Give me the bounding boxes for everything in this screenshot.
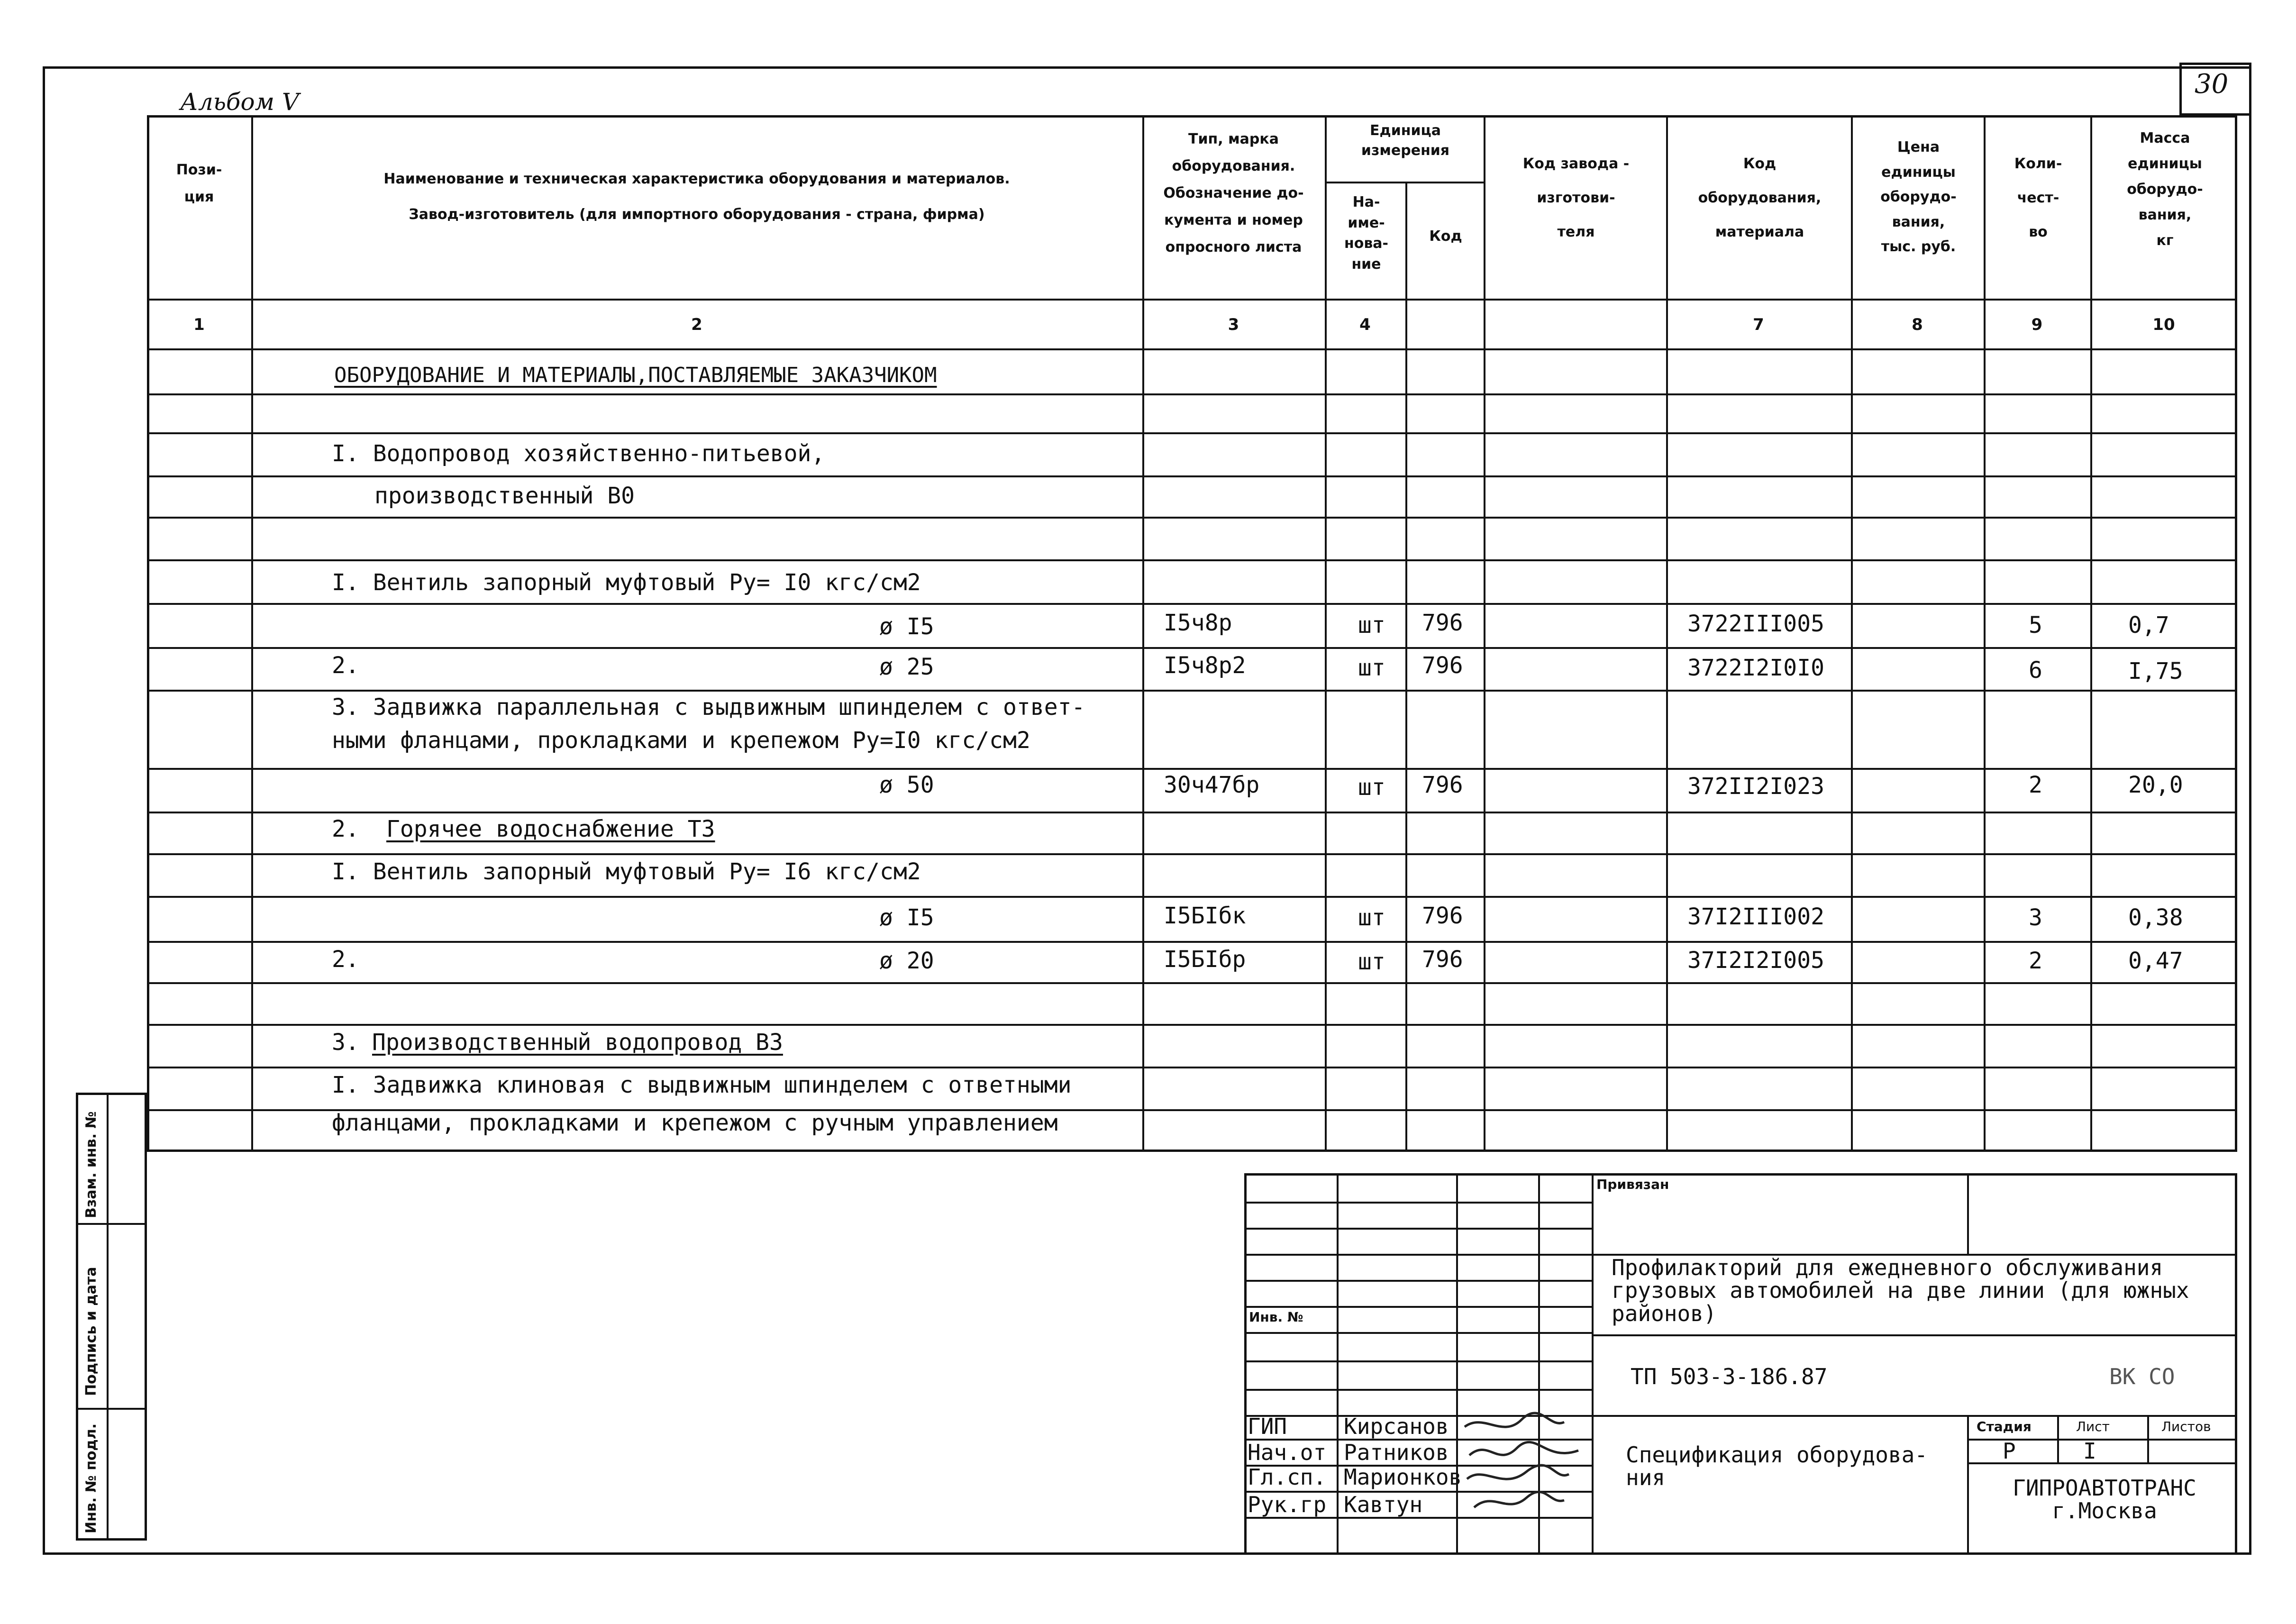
- col-line-4: [1405, 182, 1407, 1152]
- row-line: [147, 941, 2237, 943]
- tb-line: [1967, 1415, 1969, 1555]
- mass: 0,47: [2128, 948, 2183, 974]
- staff-role: Рук.гр: [1248, 1492, 1327, 1517]
- col-line-8: [1984, 115, 1986, 1152]
- lists-label: Листов: [2161, 1419, 2211, 1434]
- colnum-8: 8: [1912, 315, 1923, 334]
- row-text: производственный В0: [374, 483, 635, 509]
- unit-name: шт: [1358, 774, 1385, 801]
- hdr-name: Наименование и техническая характеристика оборудования и материалов. Завод-изготовитель (для импортного оборудования - страна, фирма): [383, 171, 1010, 223]
- type-mark: I5ч8р: [1164, 610, 1232, 636]
- tb-line: [1337, 1173, 1339, 1555]
- row-line: [147, 896, 2237, 898]
- quantity: 2: [2029, 948, 2042, 974]
- stage-label: Стадия: [1977, 1419, 2032, 1434]
- hdr-unit-code: Код: [1429, 228, 1462, 245]
- row-line: [147, 690, 2237, 692]
- staff-role: Гл.сп.: [1248, 1464, 1327, 1490]
- hdr-price: Цена единицы оборудо- вания, тыс. руб.: [1880, 139, 1957, 255]
- unit-code: 796: [1422, 610, 1463, 636]
- sheet-code: ВК СО: [2109, 1364, 2175, 1389]
- type-mark: 30ч47бр: [1164, 772, 1260, 798]
- row-line: [147, 982, 2237, 984]
- equipment-code: 3722III005: [1687, 611, 1824, 637]
- inv-no-label: Инв. №: [1249, 1309, 1303, 1325]
- row-line: [147, 812, 2237, 813]
- tb-line: [1244, 1228, 1592, 1230]
- staff-name: Кирсанов: [1344, 1414, 1449, 1439]
- project-title: Профилакторий для ежедневного обслуживания грузовых автомобилей на две линии (для южных районов): [1612, 1255, 2189, 1326]
- side-label-inv: Инв. № подл.: [83, 1423, 100, 1533]
- signature-scribbles: [1455, 1410, 1597, 1519]
- row-line: [147, 647, 2237, 649]
- staff-role: Нач.от: [1248, 1440, 1327, 1465]
- row-text: I. Водопровод хозяйственно-питьевой,: [332, 440, 825, 467]
- unit-code: 796: [1422, 652, 1463, 679]
- unit-name: шт: [1358, 655, 1385, 681]
- hdr-mass: Масса единицы оборудо- вания, кг: [2127, 130, 2203, 249]
- unit-group-line: [1325, 182, 1484, 183]
- row-text: I. Вентиль запорный муфтовый Ру= I0 кгс/см2: [332, 569, 921, 596]
- equipment-code: 37I2III002: [1687, 903, 1824, 930]
- staff-name: Марионков: [1344, 1464, 1462, 1490]
- row-text: I. Задвижка клиновая с выдвижным шпинделем с ответными: [332, 1072, 1072, 1098]
- tb-line: [1244, 1306, 1592, 1308]
- tb-line: [1244, 1280, 1592, 1282]
- tb-line: [1244, 1389, 1592, 1391]
- colnum-7: 7: [1753, 315, 1764, 334]
- diameter: ø 50: [879, 772, 934, 798]
- row-text: 2.: [332, 946, 359, 973]
- tb-line: [1244, 1332, 1592, 1334]
- side-label-sign: Подпись и дата: [83, 1267, 100, 1396]
- unit-code: 796: [1422, 772, 1463, 798]
- row-line: [147, 1067, 2237, 1068]
- mass: 0,7: [2128, 612, 2169, 639]
- quantity: 6: [2029, 657, 2042, 684]
- diameter: ø I5: [879, 904, 934, 931]
- row-line: [147, 1024, 2237, 1026]
- side-stamp-line: [76, 1408, 147, 1410]
- equipment-code: 3722I2I0I0: [1687, 655, 1824, 681]
- row-line: [147, 475, 2237, 477]
- header-bottom-line: [147, 299, 2237, 301]
- quantity: 3: [2029, 904, 2042, 931]
- colnum-3: 3: [1228, 315, 1239, 334]
- list-value: I: [2083, 1438, 2096, 1464]
- colnum-9: 9: [2031, 315, 2043, 334]
- tb-line: [1967, 1173, 1969, 1254]
- tb-line: [1244, 1360, 1592, 1362]
- row-text: фланцами, прокладками и крепежом с ручным управлением: [332, 1110, 1058, 1136]
- staff-name: Ратников: [1344, 1440, 1449, 1465]
- unit-name: шт: [1358, 904, 1385, 931]
- col-line-6: [1666, 115, 1668, 1152]
- hdr-position: Пози- ция: [176, 162, 222, 205]
- row-line: [147, 559, 2237, 561]
- col-line-2: [1142, 115, 1144, 1152]
- side-stamp-divider: [107, 1093, 109, 1541]
- col-line-9: [2090, 115, 2092, 1152]
- section-heading: Производственный водопровод В3: [372, 1029, 783, 1056]
- col-line-7: [1851, 115, 1853, 1152]
- quantity: 2: [2029, 772, 2042, 798]
- row-line: [147, 393, 2237, 395]
- row-text: 3. Задвижка параллельная с выдвижным шпинделем с ответ-: [332, 694, 1085, 721]
- diameter: ø 25: [879, 654, 934, 680]
- mass: 20,0: [2128, 772, 2183, 798]
- hdr-equipment-code: Код оборудования, материала: [1698, 155, 1822, 240]
- privyazan-label: Привязан: [1596, 1177, 1669, 1192]
- colnum-4: 4: [1359, 315, 1371, 334]
- tb-line: [1244, 1254, 1592, 1256]
- type-mark: I5БIбр: [1164, 946, 1246, 973]
- colnum-2: 2: [691, 315, 702, 334]
- colnum-10: 10: [2152, 315, 2175, 334]
- col-line-3: [1325, 115, 1327, 1152]
- sheet-title: Спецификация оборудова- ния: [1626, 1442, 1928, 1491]
- mass: 0,38: [2128, 904, 2183, 931]
- row-line: [147, 517, 2237, 519]
- stage-value: Р: [2003, 1438, 2016, 1464]
- staff-name: Кавтун: [1344, 1492, 1423, 1517]
- unit-name: шт: [1358, 612, 1385, 639]
- list-label: Лист: [2076, 1419, 2110, 1434]
- unit-name: шт: [1358, 949, 1385, 975]
- hdr-unit-group: Единица измерения: [1361, 122, 1450, 159]
- doc-code: ТП 503-3-186.87: [1631, 1364, 1828, 1389]
- side-label-replace: Взам. инв. №: [83, 1111, 100, 1218]
- col-line-5: [1484, 115, 1485, 1152]
- row-text: 2.: [332, 652, 359, 679]
- hdr-unit-name: На- име- нова- ние: [1344, 194, 1389, 273]
- unit-code: 796: [1422, 946, 1463, 973]
- org-name: ГИПРОАВТОТРАНС г.Москва: [2013, 1475, 2196, 1524]
- equipment-code: 372II2I023: [1687, 773, 1824, 800]
- colnum-bottom-line: [147, 348, 2237, 350]
- col-line-1: [251, 115, 253, 1152]
- section-heading: ОБОРУДОВАНИЕ И МАТЕРИАЛЫ,ПОСТАВЛЯЕМЫЕ ЗАКАЗЧИКОМ: [334, 363, 937, 387]
- row-text: I. Вентиль запорный муфтовый Ру= I6 кгс/см2: [332, 858, 921, 885]
- row-line: [147, 432, 2237, 434]
- staff-role: ГИП: [1248, 1414, 1287, 1439]
- section-heading: Горячее водоснабжение Т3: [386, 816, 715, 842]
- hdr-factory-code: Код завода - изготови- теля: [1522, 155, 1630, 240]
- row-line: [147, 768, 2237, 770]
- diameter: ø 20: [879, 948, 934, 974]
- section-number: 3.: [332, 1029, 359, 1056]
- row-line: [147, 603, 2237, 605]
- diameter: ø I5: [879, 613, 934, 640]
- tb-line: [1592, 1334, 2237, 1336]
- type-mark: I5ч8р2: [1164, 652, 1246, 679]
- mass: I,75: [2128, 658, 2183, 684]
- tb-line: [1244, 1202, 1592, 1204]
- unit-code: 796: [1422, 903, 1463, 929]
- type-mark: I5БIбк: [1164, 903, 1246, 929]
- page-number: 30: [2195, 69, 2229, 100]
- hdr-quantity: Коли- чест- во: [2014, 155, 2062, 240]
- tb-line: [1592, 1415, 2237, 1417]
- colnum-1: 1: [193, 315, 205, 334]
- row-line: [147, 853, 2237, 855]
- quantity: 5: [2029, 612, 2042, 639]
- side-stamp-line: [76, 1223, 147, 1225]
- album-label: Альбом V: [180, 88, 300, 116]
- section-number: 2.: [332, 816, 359, 842]
- equipment-code: 37I2I2I005: [1687, 947, 1824, 974]
- hdr-type: Тип, марка оборудования. Обозначение до- кумента и номер опросного листа: [1163, 131, 1304, 255]
- row-text: ными фланцами, прокладками и крепежом Ру=I0 кгс/см2: [332, 727, 1030, 754]
